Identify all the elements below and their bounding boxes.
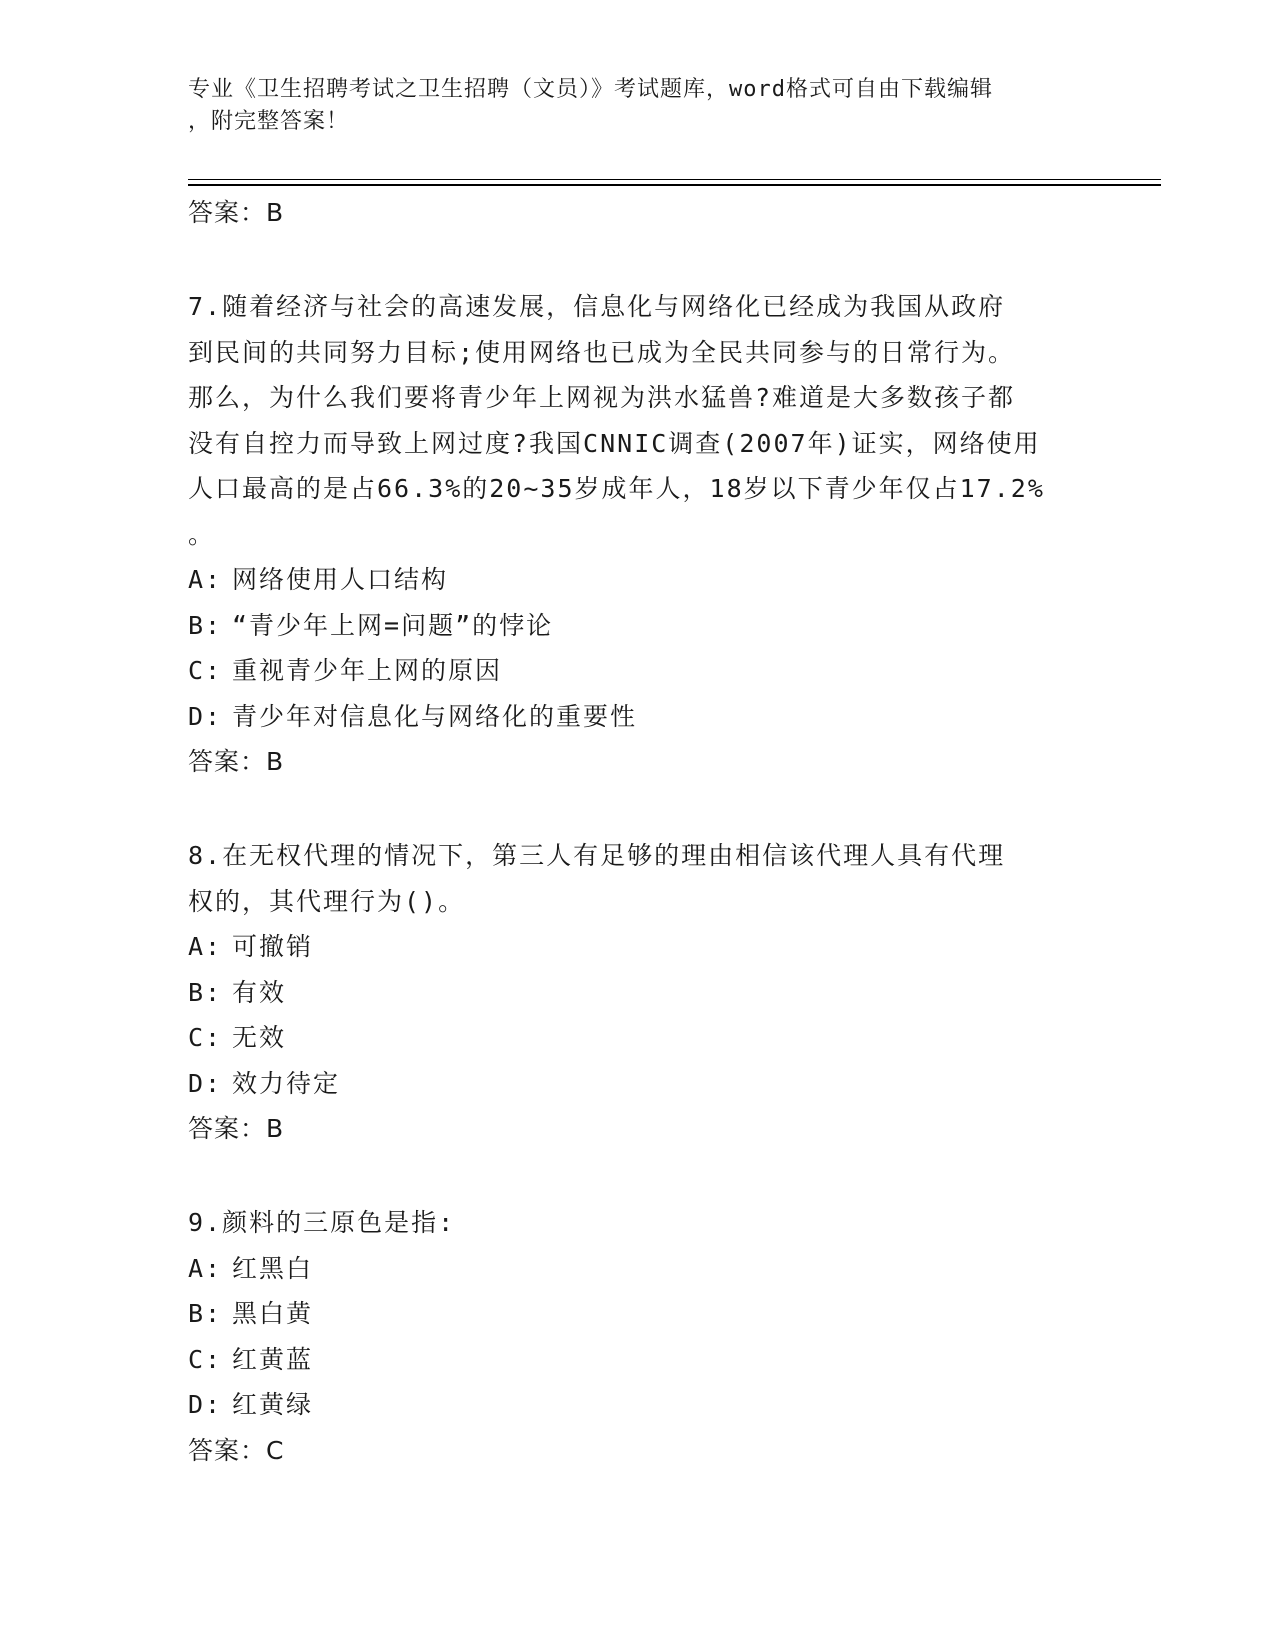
header-line-2: ，附完整答案！ bbox=[188, 109, 350, 134]
option-key: B: bbox=[188, 610, 223, 640]
option-text: 重视青少年上网的原因 bbox=[232, 656, 503, 685]
option-text: 黑白黄 bbox=[232, 1299, 314, 1328]
option-c bbox=[188, 648, 1088, 694]
header-line-1: 专业《卫生招聘考试之卫生招聘（文员）》考试题库，word格式可自由下载编辑 bbox=[188, 77, 993, 102]
header-rule-thick bbox=[188, 184, 1161, 186]
header-rule-thin bbox=[188, 179, 1161, 180]
option-a bbox=[188, 1246, 1088, 1292]
option-text: 可撤销 bbox=[232, 932, 314, 961]
option-key: A: bbox=[188, 1253, 223, 1283]
question-line: 人口最高的是占66.3%的20~35岁成年人，18岁以下青少年仅占17.2% bbox=[188, 474, 1045, 503]
option-text: 青少年对信息化与网络化的重要性 bbox=[232, 701, 638, 731]
option-a bbox=[188, 557, 1088, 603]
question-line: 8.在无权代理的情况下，第三人有足够的理由相信该代理人具有代理 bbox=[188, 841, 1006, 870]
answer-line: 答案：C bbox=[188, 1435, 285, 1465]
question-line: 到民间的共同努力目标;使用网络也已成为全民共同参与的日常行为。 bbox=[188, 337, 1016, 367]
option-key: C: bbox=[188, 1023, 223, 1052]
option-text: “青少年上网=问题”的悖论 bbox=[232, 610, 554, 640]
option-b bbox=[188, 603, 1088, 649]
option-d bbox=[188, 1382, 1088, 1428]
option-text: 红黑白 bbox=[232, 1253, 314, 1283]
question-line: 权的，其代理行为()。 bbox=[188, 886, 466, 916]
option-text: 效力待定 bbox=[232, 1068, 341, 1098]
option-key: D: bbox=[188, 1068, 223, 1098]
option-c bbox=[188, 1015, 1088, 1061]
option-text: 红黄绿 bbox=[232, 1390, 314, 1419]
option-text: 网络使用人口结构 bbox=[232, 565, 449, 594]
option-key: B: bbox=[188, 1299, 223, 1328]
document-header bbox=[188, 74, 1088, 138]
question-7 bbox=[188, 284, 1088, 785]
question-9 bbox=[188, 1200, 1088, 1474]
option-d bbox=[188, 1061, 1088, 1107]
question-line: 7.随着经济与社会的高速发展，信息化与网络化已经成为我国从政府 bbox=[188, 292, 1006, 321]
answer-line: 答案：B bbox=[188, 198, 285, 227]
question-line: 没有自控力而导致上网过度?我国CNNIC调查(2007年)证实，网络使用 bbox=[188, 428, 1041, 458]
option-text: 无效 bbox=[232, 1023, 287, 1052]
option-key: D: bbox=[188, 701, 223, 731]
option-a bbox=[188, 924, 1088, 970]
answer-line: 答案：B bbox=[188, 747, 285, 776]
question-line: 9.颜料的三原色是指: bbox=[188, 1208, 456, 1237]
question-8 bbox=[188, 833, 1088, 1152]
option-key: A: bbox=[188, 565, 223, 594]
option-b bbox=[188, 1291, 1088, 1337]
option-c bbox=[188, 1337, 1088, 1383]
option-text: 红黄蓝 bbox=[232, 1344, 314, 1374]
option-key: C: bbox=[188, 656, 223, 685]
answer-line: 答案：B bbox=[188, 1114, 285, 1143]
question-line: 那么，为什么我们要将青少年上网视为洪水猛兽?难道是大多数孩子都 bbox=[188, 383, 1016, 412]
document-body bbox=[188, 190, 1088, 1474]
option-b bbox=[188, 970, 1088, 1016]
option-key: A: bbox=[188, 932, 223, 961]
option-d bbox=[188, 694, 1088, 740]
option-key: C: bbox=[188, 1344, 223, 1374]
option-key: B: bbox=[188, 977, 223, 1007]
option-key: D: bbox=[188, 1390, 223, 1419]
option-text: 有效 bbox=[232, 977, 287, 1007]
question-line: 。 bbox=[188, 519, 216, 549]
